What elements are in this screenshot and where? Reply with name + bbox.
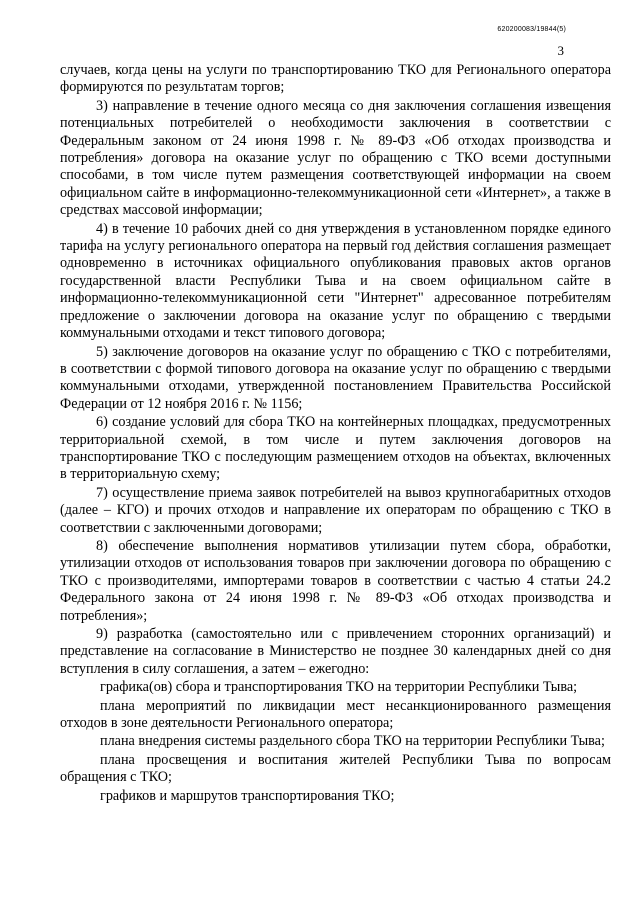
list-entry-transport-routes: графиков и маршрутов транспортирования ТКО;	[100, 787, 395, 804]
list-entry-dump-liquidation-plan: плана мероприятий по ликвидации мест несанкционированного размещения отходов в зоне деятельности Регионального оператора;	[60, 697, 611, 732]
list-entry-education-plan: плана просвещения и воспитания жителей Республики Тыва по вопросам обращения с ТКО;	[60, 751, 611, 786]
paragraph-continuation: случаев, когда цены на услуги по транспортированию ТКО для Регионального оператора формируются по результатам торгов;	[60, 62, 611, 96]
page-number: 3	[557, 43, 564, 58]
paragraph-item-8: 8) обеспечение выполнения нормативов утилизации путем сбора, обработки, утилизации отходов от использования товаров при заключении договора по обращению с ТКО с производителями, импортерами товаров в соответствии с частью 4 статьи 24.2 Федерального закона от 24 июня 1998 г. № 89-ФЗ «Об отходах производства и потребления»;	[60, 537, 611, 624]
list-entry-collection-schedule: графика(ов) сбора и транспортирования ТКО на территории Республики Тыва;	[100, 679, 578, 696]
paragraph-item-7: 7) осуществление приема заявок потребителей на вывоз крупногабаритных отходов (далее – КГО) и прочих отходов и направление их операторам по обращению с ТКО в соответствии с заключенными договорами;	[60, 484, 611, 536]
document-id: 620200083/19844(5)	[497, 26, 566, 33]
paragraph-item-3: 3) направление в течение одного месяца со дня заключения соглашения извещения потенциальных потребителей о необходимости заключения в соответствии с Федеральным законом от 24 июня 1998 г. № 89-ФЗ «Об отходах производства и потребления» договора на оказание услуг по обращению с ТКО всеми доступными способами, в том числе путем размещения соответствующей информации на своем официальном сайте в информационно-телекоммуникационной сети «Интернет», а также в средствах массовой информации;	[60, 97, 611, 219]
paragraph-item-6: 6) создание условий для сбора ТКО на контейнерных площадках, предусмотренных территориальной схемой, в том числе и путем заключения договоров на транспортирование ТКО с последующим размещением отходов на объектах, включенных в территориальную схему;	[60, 414, 611, 483]
paragraph-item-5: 5) заключение договоров на оказание услуг по обращению с ТКО с потребителями, в соответствии с формой типового договора на оказание услуг по обращению с твердыми коммунальными отходами, утвержденной постановлением Правительства Российской Федерации от 12 ноября 2016 г. № 1156;	[60, 343, 611, 412]
document-body	[60, 62, 611, 806]
list-entry-separate-collection-plan: плана внедрения системы раздельного сбора ТКО на территории Республики Тыва;	[100, 733, 605, 750]
paragraph-item-4: 4) в течение 10 рабочих дней со дня утверждения в установленном порядке единого тарифа на услугу регионального оператора на первый год действия соглашения размещает одновременно в источниках официального опубликования правовых актов органов государственной власти Республики Тыва и на своем официальном сайте в информационно-телекоммуникационной сети "Интернет" адресованное потребителям предложение о заключении договора на оказание услуг по обращению с твердыми коммунальными отходами и текст типового договора;	[60, 220, 611, 342]
paragraph-item-9: 9) разработка (самостоятельно или с привлечением сторонних организаций) и представление на согласование в Министерство не позднее 30 календарных дней со дня вступления в силу соглашения, а затем – ежегодно:	[60, 626, 611, 677]
